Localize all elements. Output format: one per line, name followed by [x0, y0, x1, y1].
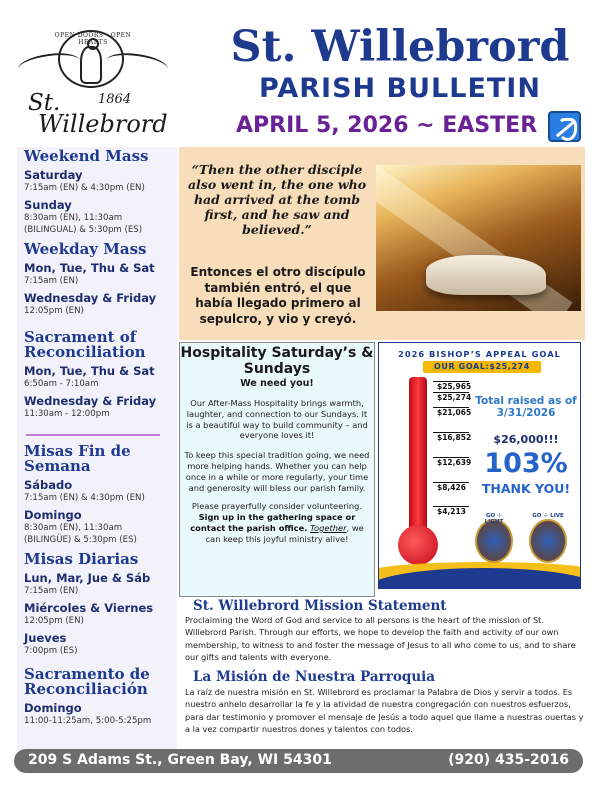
logo-saint-figure-icon: [80, 46, 102, 84]
appeal-percent: 103%: [484, 448, 568, 479]
empty-tomb-image: [376, 165, 581, 311]
bulletin-title: St. Willebrord: [230, 22, 570, 72]
thermometer-tick: $12,639: [433, 457, 469, 467]
schedule-times: 7:15am (EN) & 4:30pm (EN): [24, 183, 145, 193]
thermometer-tick: $4,213: [433, 506, 469, 516]
schedule-day: Wednesday & Friday: [24, 291, 157, 305]
schedule-day: Sábado: [24, 478, 73, 492]
schedule-times: 8:30am (EN), 11:30am (BILINGÜE) & 5:30pm (ES): [24, 523, 137, 545]
schedule-day: Jueves: [24, 631, 67, 645]
thermometer-tick: $8,426: [433, 482, 469, 492]
reconciliation-heading: Sacrament of Reconciliation: [24, 328, 146, 361]
bulletin-date: APRIL 5, 2026 ~ EASTER: [236, 113, 538, 138]
thermometer-tube: [409, 377, 427, 535]
appeal-raised-amount: $26,000!!!: [493, 433, 559, 446]
gospel-quote-box: [179, 147, 585, 340]
weekend-mass-heading: Weekend Mass: [24, 147, 149, 165]
cta-text: Please prayerfully consider volunteering.: [191, 501, 363, 512]
parish-address: 209 S Adams St., Green Bay, WI 54301: [28, 752, 332, 768]
schedule-day: Sunday: [24, 198, 72, 212]
schedule-day: Domingo: [24, 701, 82, 715]
thermometer-tick: $25,274: [433, 392, 469, 402]
cta-signup: Sign up in the gathering space or contact the parish office.: [190, 512, 356, 533]
schedule-day: Saturday: [24, 168, 83, 182]
schedule-times: 11:30am - 12:00pm: [24, 409, 110, 419]
burial-cloth: [426, 255, 546, 295]
logo-st: St.: [28, 90, 61, 116]
hearing-assistance-icon: [548, 111, 581, 142]
schedule-times: 7:15am (EN): [24, 276, 79, 286]
logo-label: GO ☩ LIVE: [532, 513, 564, 519]
hospitality-paragraph: Our After-Mass Hospitality brings warmth, laughter, and connection to our Sundays. It is a beautiful way to build community – and everyone loves it!: [186, 398, 368, 441]
schedule-day: Domingo: [24, 508, 82, 522]
cta-together: Together: [310, 522, 347, 533]
hospitality-title: Hospitality Saturday’s & Sundays: [180, 345, 374, 377]
reconciliacion-heading: Sacramento de Reconciliación: [24, 665, 150, 698]
mision-parroquia-text: La raíz de nuestra misión en St. Willebrord es proclamar la Palabra de Dios y servir a todos. Es nuestro anhelo desarrollar la fe y la atividad de nuestra congregación con nuestros esfuerzos, para dar testimonio y promover el mensaje de Jesús a todo aquel que llame a nuestras ouertas y a la vez compartir nuestros dones y talentos con todos.: [185, 687, 584, 735]
appeal-thank-you: THANK YOU!: [481, 481, 571, 496]
logo-motto: OPEN DOORS · OPEN HEARTS: [54, 32, 132, 46]
footer-bar: [14, 749, 583, 773]
schedule-times: 7:15am (EN): [24, 586, 79, 596]
logo-label: GO ☩ LIGHT: [484, 513, 504, 525]
hospitality-subtitle: We need you!: [240, 378, 314, 389]
quote-english: “Then the other disciple also went in, the one who had arrived at the tomb first, and he saw and believed.”: [187, 162, 367, 237]
weekday-mass-heading: Weekday Mass: [24, 240, 147, 258]
schedule-day: Wednesday & Friday: [24, 394, 157, 408]
thermometer-tick: $21,065: [433, 407, 469, 417]
misas-diarias-heading: Misas Diarias: [24, 550, 139, 568]
parish-phone: (920) 435-2016: [448, 752, 569, 768]
schedule-times: 7:00pm (ES): [24, 646, 78, 656]
quote-spanish: Entonces el otro discípulo también entró, el que había llegado primero al sepulcro, y vio y creyó.: [190, 265, 366, 326]
go-light-logo-icon: [475, 513, 513, 563]
mass-schedule-sidebar: [17, 147, 177, 750]
mision-parroquia-title: La Misión de Nuestra Parroquia: [193, 669, 436, 685]
logo-year: 1864: [98, 92, 132, 107]
hospitality-paragraph: To keep this special tradition going, we need more helping hands. Whether you can help once in a while or more regularly, your time and generosity will bless our parish family.: [184, 450, 370, 493]
appeal-goal-badge: OUR GOAL:$25,274: [423, 361, 541, 373]
mission-statement-title: St. Willebrord Mission Statement: [193, 598, 447, 614]
hospitality-box: [179, 342, 375, 597]
schedule-times: 6:50am - 7:10am: [24, 379, 99, 389]
schedule-day: Mon, Tue, Thu & Sat: [24, 261, 155, 275]
misas-fin-de-semana-heading: Misas Fin de Semana: [24, 442, 131, 475]
bulletin-subtitle: PARISH BULLETIN: [259, 73, 541, 104]
go-live-logo-icon: [529, 513, 567, 563]
schedule-day: Mon, Tue, Thu & Sat: [24, 364, 155, 378]
section-divider: [26, 434, 160, 436]
schedule-times: 7:15am (EN) & 4:30pm (EN): [24, 493, 145, 503]
bishops-appeal-graphic: [378, 342, 581, 589]
thermometer-tick: $25,965: [433, 381, 469, 391]
appeal-raised-label: Total raised as of 3/31/2026: [475, 395, 577, 419]
schedule-day: Lun, Mar, Jue & Sáb: [24, 571, 151, 585]
schedule-times: 11:00-11:25am, 5:00-5:25pm: [24, 716, 152, 726]
schedule-times: 12:05pm (EN): [24, 306, 84, 316]
schedule-day: Miércoles & Viernes: [24, 601, 154, 615]
parish-logo: [14, 28, 172, 138]
logo-name: Willebrord: [38, 110, 168, 138]
schedule-times: 8:30am (EN), 11:30am (BILINGUAL) & 5:30pm (ES): [24, 213, 143, 235]
thermometer-bulb: [398, 525, 438, 565]
cta-closing: , we can keep this joyful ministry alive!: [205, 522, 364, 544]
schedule-times: 12:05pm (EN): [24, 616, 84, 626]
mission-statement-text: Proclaiming the Word of God and service to all persons is the heart of the mission of St. Willebrord Parish. Through our efforts, we hope to develop the faith and activity of our own membership, to witness to and foster the message of Jesus to all who come to us, and to share our gifts and talents with everyone.: [185, 615, 576, 663]
appeal-title: 2026 BISHOP’S APPEAL GOAL: [398, 349, 561, 359]
thermometer-tick: $16,852: [433, 432, 469, 442]
thermometer-scale: [433, 381, 471, 521]
hospitality-call-to-action: [180, 501, 374, 544]
